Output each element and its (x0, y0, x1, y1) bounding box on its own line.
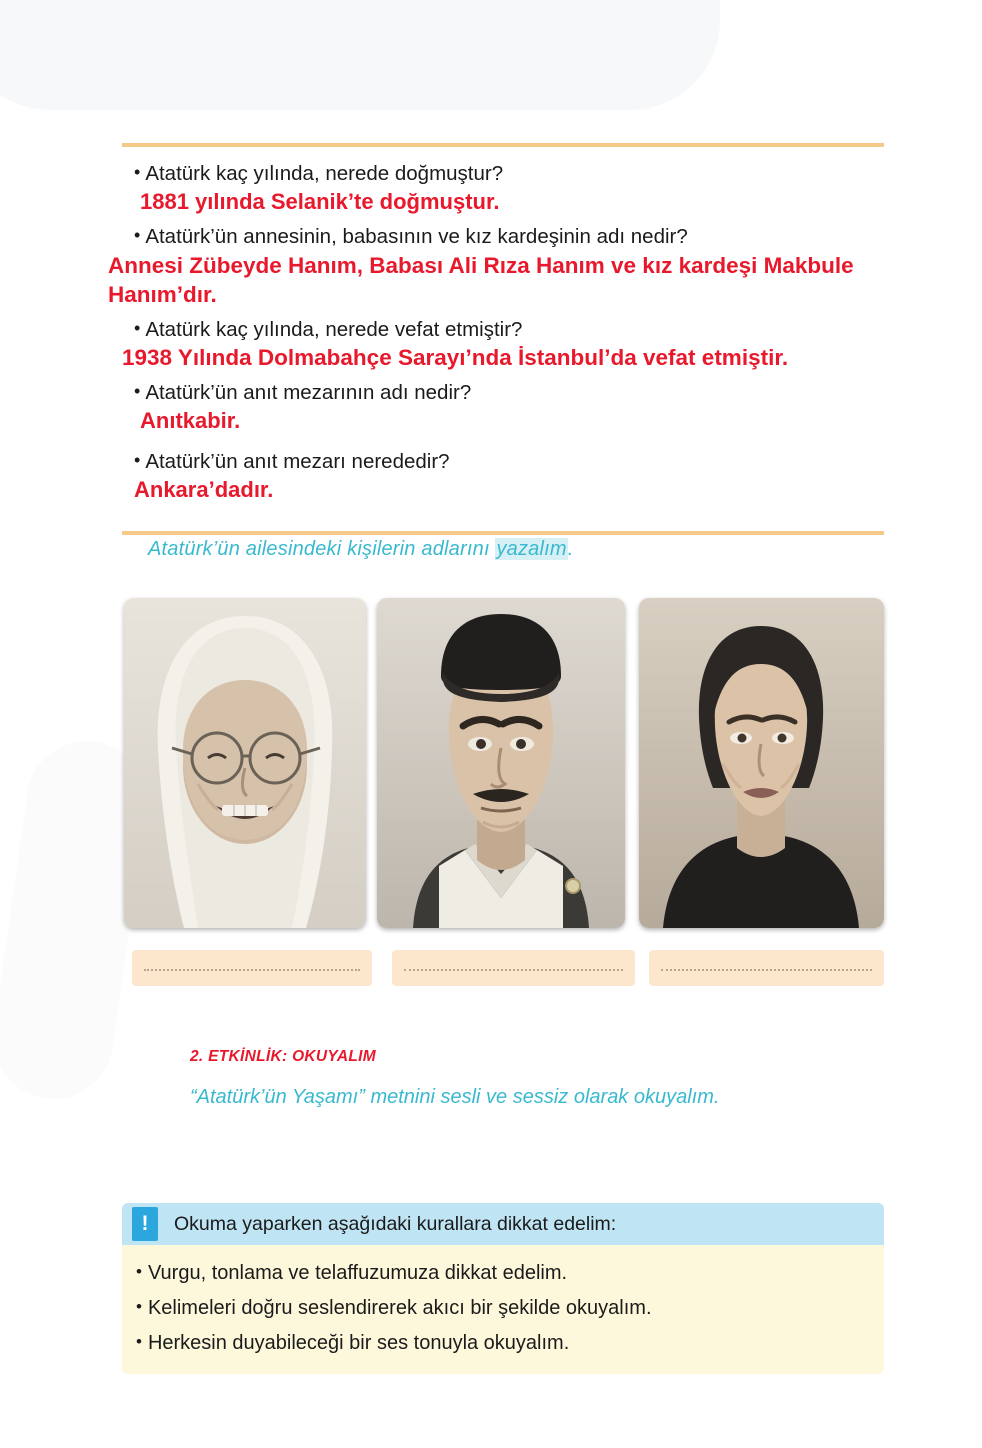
reading-rule-2-text: Kelimeleri doğru seslendirerek akıcı bir şekilde okuyalım. (147, 1297, 652, 1319)
dotted-line (144, 969, 360, 971)
question-2-text: Atatürk’ün annesinin, babasının ve kız kardeşinin adı nedir? (145, 224, 688, 248)
question-2 (134, 224, 884, 249)
question-4 (134, 380, 884, 405)
exclamation-icon: ! (132, 1207, 158, 1241)
reading-rules-callout (122, 1203, 884, 1374)
bullet-icon: • (134, 381, 141, 402)
dotted-line (404, 969, 623, 971)
question-4-text: Atatürk’ün anıt mezarının adı nedir? (145, 381, 472, 405)
name-blank-mother[interactable] (132, 950, 372, 986)
question-3 (134, 317, 884, 342)
question-1-text: Atatürk kaç yılında, nerede doğmuştur? (145, 162, 504, 185)
bullet-icon: • (134, 318, 141, 338)
answer-5: Ankara’dadır. (134, 476, 274, 502)
activity-prompt-highlight: yazalım (496, 538, 567, 560)
callout-header (122, 1203, 884, 1245)
photo-ataturk (377, 598, 625, 928)
family-photo-row (124, 598, 884, 928)
activity-2-text: “Atatürk’ün Yaşamı” metnini sesli ve sessiz olarak okuyalım. (190, 1086, 720, 1108)
answer-1: 1881 yılında Selanik’te doğmuştur. (140, 189, 500, 214)
name-blank-ataturk[interactable] (392, 950, 635, 986)
divider-bottom (122, 531, 884, 535)
answer-2 (108, 251, 884, 310)
activity-2-label: 2. ETKİNLİK: OKUYALIM (190, 1048, 376, 1065)
bullet-icon: • (134, 162, 141, 182)
question-5-text: Atatürk’ün anıt mezarı nerededir? (145, 449, 450, 473)
activity-prompt (148, 538, 574, 561)
bullet-icon: • (136, 1297, 142, 1316)
qa-list (108, 147, 884, 513)
callout-title: Okuma yaparken aşağıdaki kurallara dikkat edelim: (174, 1212, 617, 1235)
bullet-icon: • (136, 1262, 142, 1281)
activity-prompt-before: Atatürk’ün ailesindeki kişilerin adlarını (148, 538, 496, 560)
reading-rule-2 (136, 1296, 884, 1321)
bullet-icon: • (134, 224, 141, 245)
bullet-icon: • (134, 449, 141, 470)
activity-prompt-after: . (567, 538, 574, 560)
question-1 (134, 161, 884, 186)
question-5 (134, 449, 884, 474)
question-answer-block (108, 143, 884, 535)
name-blank-row (124, 950, 884, 992)
reading-rule-1 (136, 1261, 884, 1286)
answer-2-text: Annesi Zübeyde Hanım, Babası Ali Rıza Hanım ve kız kardeşi Makbule Hanım’dır. (108, 252, 854, 307)
reading-rule-3-text: Herkesin duyabileceği bir ses tonuyla okuyalım. (147, 1332, 570, 1354)
photo-mother (124, 598, 366, 928)
photo-sister (639, 598, 884, 928)
page-decoration-top (0, 0, 720, 110)
answer-4: Anıtkabir. (140, 408, 241, 434)
dotted-line (661, 969, 872, 971)
answer-3: 1938 Yılında Dolmabahçe Sarayı’nda İstanbul’da vefat etmiştir. (122, 345, 789, 370)
reading-rule-3 (136, 1331, 884, 1356)
reading-rule-1-text: Vurgu, tonlama ve telaffuzumuza dikkat edelim. (147, 1262, 568, 1284)
callout-body (122, 1245, 884, 1374)
bullet-icon: • (136, 1332, 142, 1351)
name-blank-sister[interactable] (649, 950, 884, 986)
question-3-text: Atatürk kaç yılında, nerede vefat etmiştir? (145, 318, 523, 341)
